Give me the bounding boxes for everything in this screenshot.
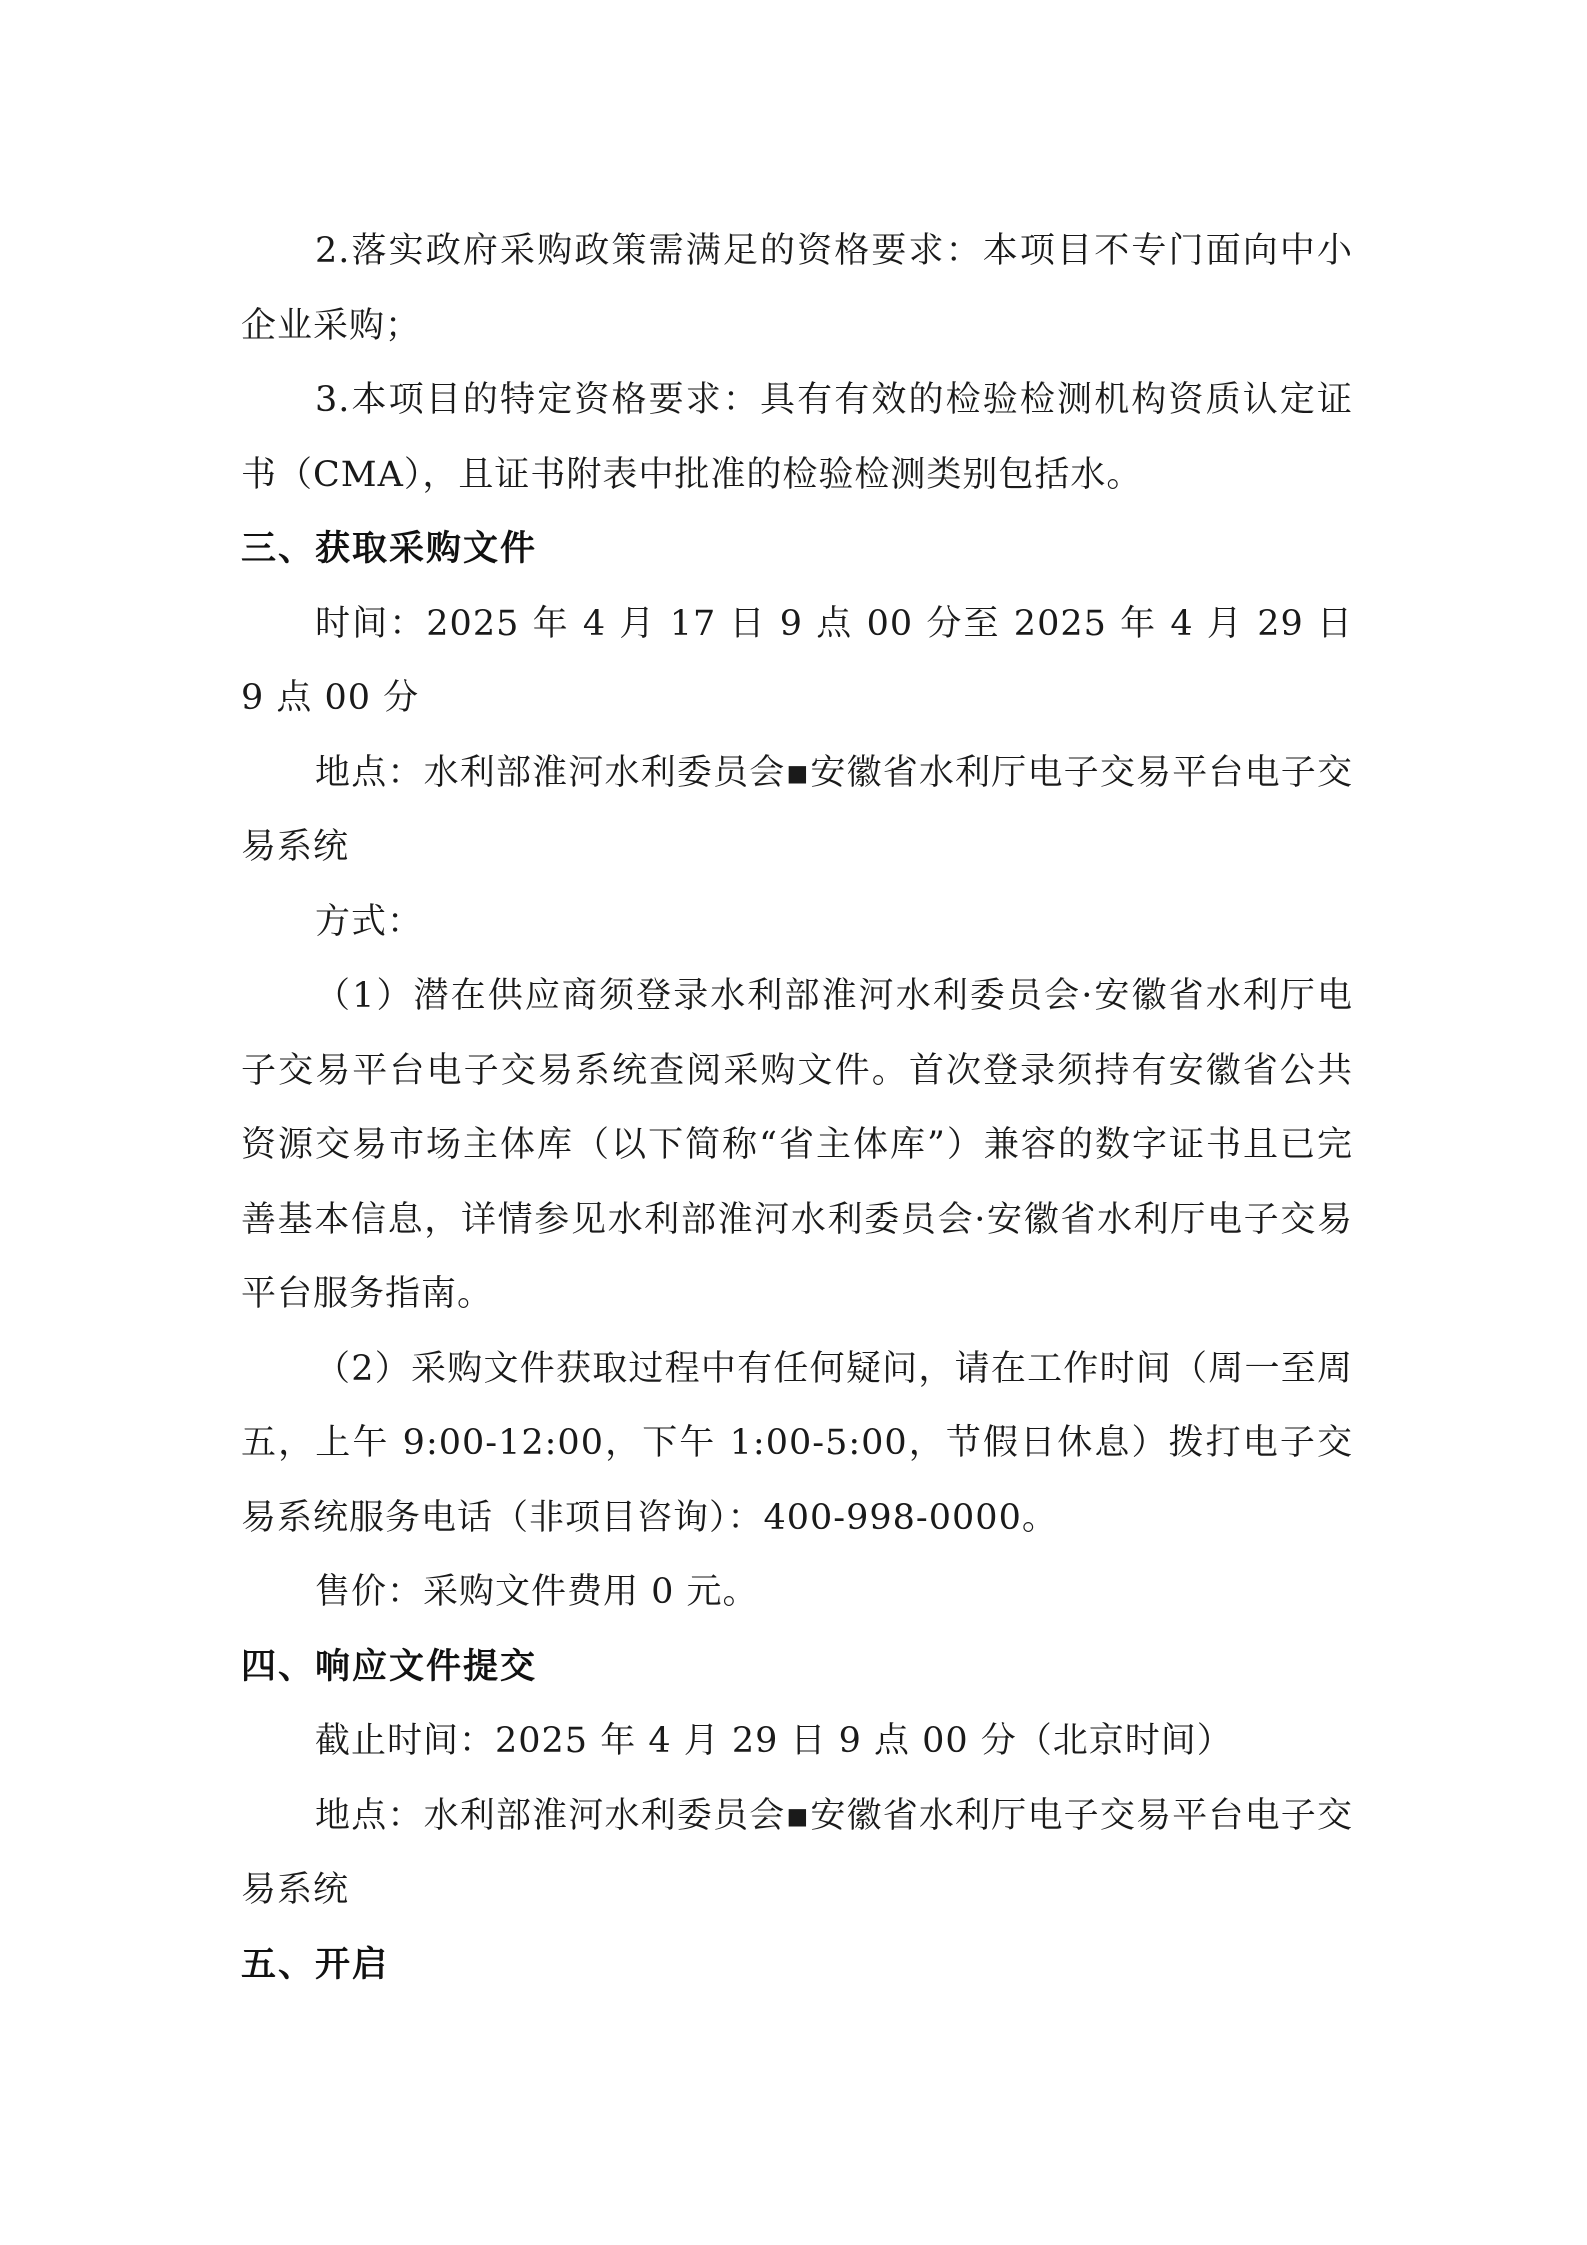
paragraph-price: 售价：采购文件费用 0 元。 bbox=[315, 1572, 759, 1612]
paragraph-deadline: 截止时间：2025 年 4 月 29 日 9 点 00 分（北京时间） bbox=[315, 1721, 1233, 1761]
document-body bbox=[241, 214, 1353, 2002]
paragraph-obtain-time: 时间：2025 年 4 月 17 日 9 点 00 分至 2025 年 4 月 29 日 9 点 00 分 bbox=[241, 603, 1353, 718]
paragraph-submit-location: 地点：水利部淮河水利委员会▪安徽省水利厅电子交易平台电子交易系统 bbox=[241, 1795, 1353, 1910]
paragraph-obtain-method-label: 方式： bbox=[315, 901, 424, 942]
heading-obtain-documents: 三、获取采购文件 bbox=[241, 529, 538, 569]
heading-submit-response: 四、响应文件提交 bbox=[241, 1646, 538, 1687]
paragraph-method-1: （1）潜在供应商须登录水利部淮河水利委员会·安徽省水利厅电子交易平台电子交易系统查阅采购文件。首次登录须持有安徽省公共资源交易市场主体库（以下简称“省主体库”）兼容的数字证书且已完善基本信息，详情参见水利部淮河水利委员会·安徽省水利厅电子交易平台服务指南。 bbox=[241, 976, 1353, 1314]
paragraph-method-2: （2）采购文件获取过程中有任何疑问，请在工作时间（周一至周五，上午 9:00-12:00，下午 1:00-5:00，节假日休息）拨打电子交易系统服务电话（非项目咨询）：400-998-0000。 bbox=[241, 1348, 1353, 1538]
heading-opening: 五、开启 bbox=[241, 1944, 390, 1985]
paragraph-obtain-location: 地点：水利部淮河水利委员会▪安徽省水利厅电子交易平台电子交易系统 bbox=[241, 752, 1353, 867]
paragraph-specific-qualification: 3.本项目的特定资格要求：具有有效的检验检测机构资质认定证书（CMA），且证书附表中批准的检验检测类别包括水。 bbox=[241, 380, 1353, 495]
paragraph-qualification-policy: 2.落实政府采购政策需满足的资格要求：本项目不专门面向中小企业采购； bbox=[241, 231, 1353, 346]
